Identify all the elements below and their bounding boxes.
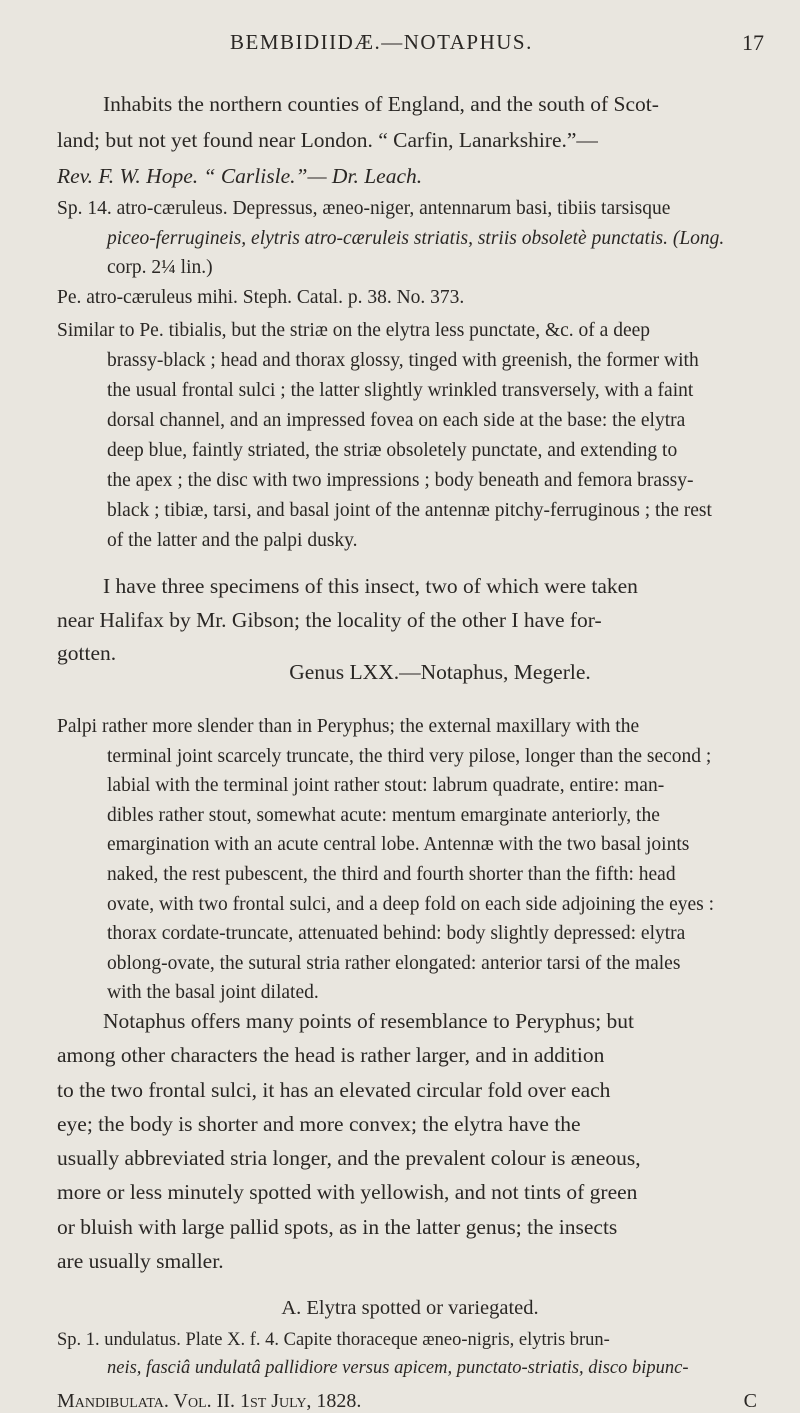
text-line: deep blue, faintly striated, the striæ obsoletely punctate, and extending to (107, 440, 678, 461)
text-line: I have three specimens of this insect, two of which were taken (103, 574, 638, 598)
text-line: the usual frontal sulci ; the latter slightly wrinkled transversely, with a faint (107, 380, 694, 401)
text-line: among other characters the head is rather larger, and in addition (57, 1043, 605, 1068)
text-line: thorax cordate-truncate, attenuated behind: body slightly depressed: elytra (107, 923, 686, 945)
signature-text: Mandibulata. Vol. II. 1st July, 1828. (57, 1390, 362, 1412)
species-diagnosis-line: Sp. 14. atro-cæruleus. Depressus, æneo-niger, antennarum basi, tibiis tarsisque (57, 198, 671, 219)
text-line: terminal joint scarcely truncate, the third very pilose, longer than the second ; (107, 745, 712, 767)
running-head (0, 30, 800, 62)
text-line: Notaphus offers many points of resemblance to Peryphus; but (103, 1009, 635, 1033)
page-number: 17 (742, 30, 764, 55)
text-line: the apex ; the disc with two impressions ; body beneath and femora brassy- (107, 470, 694, 491)
signature-line (57, 1390, 757, 1413)
text-line: labial with the terminal joint rather stout: labrum quadrate, entire: man- (107, 775, 665, 797)
text-line: with the basal joint dilated. (107, 982, 319, 1004)
text-line: or bluish with large pallid spots, as in the latter genus; the insects (57, 1214, 618, 1239)
text-line: gotten. (57, 641, 117, 665)
text-line: Similar to Pe. tibialis, but the striæ on the elytra less punctate, &c. of a deep (57, 320, 650, 341)
text-line: ovate, with two frontal sulci, and a deep fold on each side adjoining the eyes : (107, 893, 715, 915)
text-line: of the latter and the palpi dusky. (107, 530, 358, 551)
text-line: Inhabits the northern counties of England, and the south of Scot- (103, 92, 659, 116)
text-line: black ; tibiæ, tarsi, and basal joint of the antennæ pitchy-ferruginous ; the rest (107, 500, 712, 521)
text-line: are usually smaller. (57, 1249, 224, 1274)
section-heading: A. Elytra spotted or variegated. (281, 1297, 539, 1319)
text-line: near Halifax by Mr. Gibson; the locality of the other I have for- (57, 607, 602, 632)
species-1-entry (57, 1326, 757, 1382)
species-diagnosis-line: corp. 2¼ lin.) (107, 257, 213, 278)
synonym-line: Pe. atro-cæruleus mihi. Steph. Catal. p. 38. No. 373. (57, 286, 465, 308)
species-diagnosis-line: Sp. 1. undulatus. Plate X. f. 4. Capite thoraceque æneo-nigris, elytris brun- (57, 1330, 610, 1350)
text-line: Palpi rather more slender than in Peryphus; the external maxillary with the (57, 716, 640, 737)
text-line: Rev. F. W. Hope. “ Carlisle.”— Dr. Leach. (57, 164, 423, 188)
text-line: emargination with an acute central lobe. Antennæ with the two basal joints (107, 834, 690, 856)
genus-comparison-paragraph (57, 1004, 757, 1278)
signature-mark: C (743, 1390, 757, 1412)
species-diagnosis-line: neis, fasciâ undulatâ pallidiore versus apicem, punctato-striatis, disco bipunc- (107, 1358, 689, 1378)
text-line: land; but not yet found near London. “ Carfin, Lanarkshire.”— (57, 128, 598, 152)
text-line: to the two frontal sulci, it has an elevated circular fold over each (57, 1077, 611, 1102)
genus-heading: Genus LXX.—Notaphus, Megerle. (289, 660, 591, 684)
text-line: eye; the body is shorter and more convex; the elytra have the (57, 1111, 581, 1136)
text-line: usually abbreviated stria longer, and the prevalent colour is æneous, (57, 1146, 641, 1171)
text-line: dibles rather stout, somewhat acute: mentum emarginate anteriorly, the (107, 804, 660, 826)
text-line: brassy-black ; head and thorax glossy, tinged with greenish, the former with (107, 350, 699, 371)
running-head-title: BEMBIDIIDÆ.—NOTAPHUS. (230, 30, 533, 54)
text-line: naked, the rest pubescent, the third and fourth shorter than the fifth: head (107, 863, 676, 885)
species-14-entry (57, 194, 757, 312)
text-line: dorsal channel, and an impressed fovea on each side at the base: the elytra (107, 410, 686, 431)
species-diagnosis-line: piceo-ferrugineis, elytris atro-cæruleis striatis, striis obsoletè punctatis. (Long. (107, 227, 725, 249)
description-paragraph (57, 316, 757, 556)
habitat-paragraph (57, 86, 757, 194)
text-line: oblong-ovate, the sutural stria rather elongated: anterior tarsi of the males (107, 952, 681, 974)
specimens-paragraph (57, 570, 757, 671)
text-line: more or less minutely spotted with yellowish, and not tints of green (57, 1180, 638, 1205)
genus-characters-paragraph (57, 712, 757, 1008)
